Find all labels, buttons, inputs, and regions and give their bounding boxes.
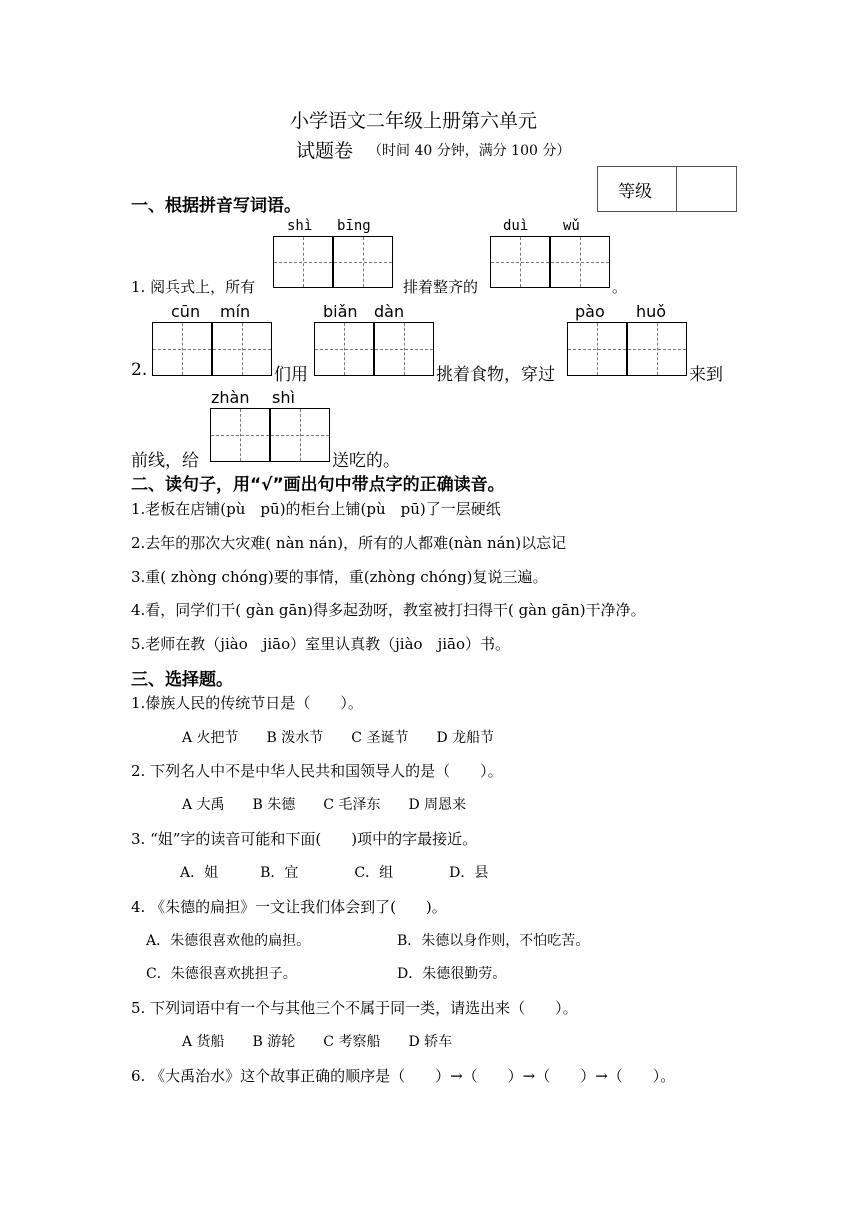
list-item: 1.老板在店铺(pù pū)的柜台上铺(pù pū)了一层硬纸 (131, 500, 501, 518)
pinyin: cūn (171, 302, 201, 321)
question-text: 4. 《朱德的扁担》一文让我们体会到了( )。 (131, 898, 447, 916)
pinyin: duì (503, 218, 529, 234)
writing-box[interactable] (490, 236, 550, 288)
pinyin: mín (220, 302, 251, 321)
question-text: 1.傣族人民的传统节日是（ ）。 (131, 694, 363, 712)
pinyin: biǎn (323, 302, 358, 321)
section-1-heading: 一、根据拼音写词语。 (131, 196, 301, 216)
writing-box[interactable] (273, 236, 333, 288)
writing-box[interactable] (374, 322, 434, 376)
option-d: D．朱德很勤劳。 (397, 966, 507, 982)
time-score-note: （时间 40 分钟，满分 100 分） (368, 143, 571, 159)
question-text: 。 (612, 278, 628, 296)
page-title: 小学语文二年级上册第六单元 (290, 110, 538, 132)
question-text: 来到 (689, 365, 723, 385)
writing-box[interactable] (333, 236, 393, 288)
writing-box[interactable] (627, 322, 687, 376)
writing-box[interactable] (212, 322, 272, 376)
grade-label: 等级 (618, 182, 652, 202)
option-b: B．朱德以身作则，不怕吃苦。 (397, 933, 590, 949)
option-c: C．朱德很喜欢挑担子。 (146, 966, 297, 982)
options: A 火把节 B 泼水节 C 圣诞节 D 龙船节 (182, 730, 495, 746)
question-text: 3. “姐”字的读音可能和下面( )项中的字最接近。 (131, 830, 478, 848)
question-text: 2. 下列名人中不是中华人民共和国领导人的是（ ）。 (131, 762, 503, 780)
pinyin: huǒ (636, 302, 667, 321)
pinyin: pào (575, 302, 605, 321)
writing-box[interactable] (314, 322, 374, 376)
question-text: 们用 (274, 365, 308, 385)
question-text: 6. 《大禹治水》这个故事正确的顺序是（ ）→（ ）→（ ）→（ ）。 (131, 1067, 676, 1085)
grade-box (597, 166, 737, 212)
pinyin: wǔ (563, 218, 580, 234)
pinyin: zhàn (211, 388, 250, 407)
question-text: 排着整齐的 (403, 278, 479, 296)
writing-box[interactable] (567, 322, 627, 376)
question-text: 送吃的。 (332, 451, 400, 471)
question-text: 2. (131, 360, 148, 380)
grade-divider (676, 167, 677, 211)
pinyin: shì (287, 218, 313, 234)
page-subtitle: 试题卷 (296, 140, 354, 162)
list-item: 3.重( zhòng chóng)要的事情，重(zhòng chóng)复说三遍。 (131, 568, 548, 586)
question-text: 挑着食物，穿过 (436, 365, 555, 385)
question-text: 1. 阅兵式上，所有 (131, 278, 256, 296)
question-text: 前线，给 (131, 451, 199, 471)
writing-box[interactable] (550, 236, 610, 288)
list-item: 5.老师在教（jiào jiāo）室里认真教（jiào jiāo）书。 (131, 635, 511, 653)
pinyin: dàn (374, 302, 405, 321)
list-item: 2.去年的那次大灾难( nàn nán)，所有的人都难(nàn nán)以忘记 (131, 534, 567, 552)
question-text: 5. 下列词语中有一个与其他三个不属于同一类，请选出来（ ）。 (131, 999, 578, 1017)
list-item: 4.看，同学们干( gàn gān)得多起劲呀，教室被打扫得干( gàn gān)干净净。 (131, 601, 646, 619)
writing-box[interactable] (152, 322, 212, 376)
section-3-heading: 三、选择题。 (131, 670, 233, 690)
section-2-heading: 二、读句子，用“√”画出句中带点字的正确读音。 (131, 475, 505, 495)
pinyin: bīng (337, 218, 371, 234)
options: A 大禹 B 朱德 C 毛泽东 D 周恩来 (182, 797, 467, 813)
pinyin: shì (272, 388, 295, 407)
options: A 货船 B 游轮 C 考察船 D 轿车 (182, 1034, 453, 1050)
option-a: A．朱德很喜欢他的扁担。 (146, 933, 311, 949)
writing-box[interactable] (210, 408, 270, 462)
writing-box[interactable] (270, 408, 330, 462)
options: A．姐 B．宜 C．组 D．县 (180, 865, 489, 881)
